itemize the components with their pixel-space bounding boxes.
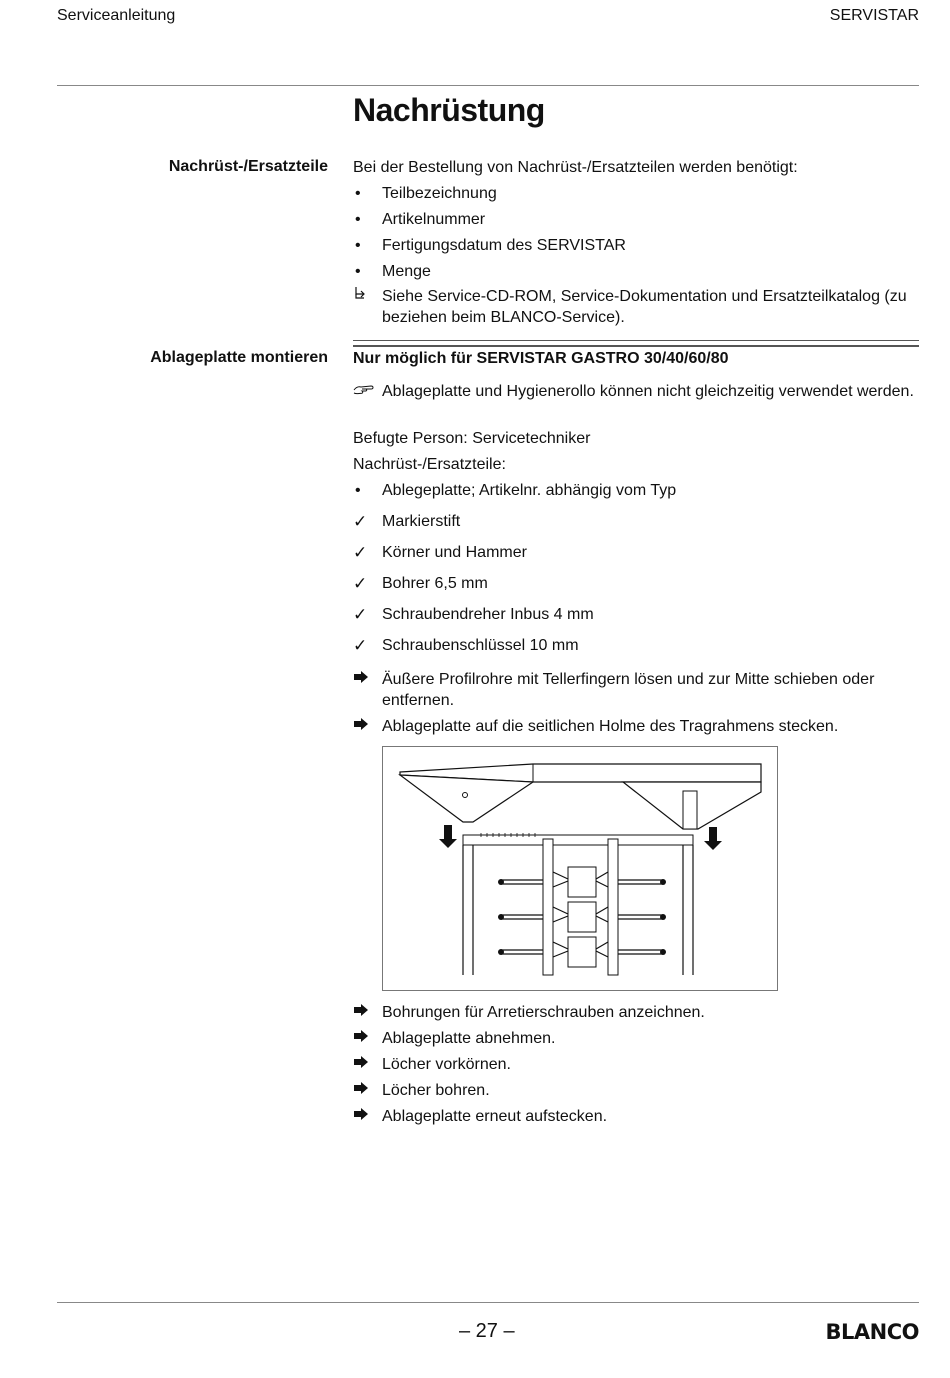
checkmark-icon: ✓	[353, 512, 368, 531]
header-doc-type: Serviceanleitung	[57, 7, 176, 24]
step-item: Löcher vorkörnen.	[353, 1054, 919, 1075]
step-arrow-icon	[353, 669, 375, 690]
pointing-hand-icon	[353, 381, 375, 403]
list-item: • Artikelnummer	[355, 211, 486, 228]
tool-item: ✓ Schraubenschlüssel 10 mm	[353, 636, 579, 655]
tool-item: ✓ Markierstift	[353, 512, 461, 531]
header-product: SERVISTAR	[829, 7, 919, 24]
tool-item: ✓ Körner und Hammer	[353, 543, 527, 562]
brand-logo: BLANCO	[825, 1320, 919, 1344]
reference-note: Siehe Service-CD-ROM, Service-Dokumentation und Ersatzteilkatalog (zu beziehen beim BLANCO-Service).	[353, 286, 919, 328]
step-arrow-icon	[353, 1080, 375, 1101]
checkmark-icon: ✓	[353, 543, 368, 562]
parts-label: Nachrüst-/Ersatzteile:	[353, 456, 506, 473]
section-label-spare-parts: Nachrüst-/Ersatzteile	[168, 158, 328, 175]
hint-note: Ablageplatte und Hygienerollo können nicht gleichzeitig verwendet werden.	[353, 381, 919, 402]
section-divider	[353, 340, 919, 347]
bullet-icon: •	[355, 237, 361, 254]
section-heading: Nur möglich für SERVISTAR GASTRO 30/40/60/80	[353, 350, 729, 367]
step-arrow-icon	[353, 1054, 375, 1075]
list-item: • Fertigungsdatum des SERVISTAR	[355, 237, 626, 254]
spare-parts-intro: Bei der Bestellung von Nachrüst-/Ersatzteilen werden benötigt:	[353, 159, 798, 176]
checkmark-icon: ✓	[353, 574, 368, 593]
checkmark-icon: ✓	[353, 605, 368, 624]
header-rule	[57, 85, 919, 86]
authorized-person: Befugte Person: Servicetechniker	[353, 430, 591, 447]
footer-rule	[57, 1302, 919, 1303]
page-number: – 27 –	[459, 1320, 515, 1342]
tool-item: ✓ Bohrer 6,5 mm	[353, 574, 488, 593]
step-item: Ablageplatte auf die seitlichen Holme des Tragrahmens stecken.	[353, 716, 919, 737]
list-item: • Menge	[355, 263, 431, 280]
step-item: Löcher bohren.	[353, 1080, 919, 1101]
shelf-mounting-illustration	[382, 746, 778, 991]
step-arrow-icon	[353, 1028, 375, 1049]
step-arrow-icon	[353, 716, 375, 737]
tool-item: ✓ Schraubendreher Inbus 4 mm	[353, 605, 594, 624]
step-item: Ablageplatte erneut aufstecken.	[353, 1106, 919, 1127]
bullet-icon: •	[355, 211, 361, 228]
step-item: Ablageplatte abnehmen.	[353, 1028, 919, 1049]
checkmark-icon: ✓	[353, 636, 368, 655]
step-arrow-icon	[353, 1002, 375, 1023]
bullet-icon: •	[355, 185, 361, 202]
bullet-icon: •	[355, 263, 361, 280]
step-item: Äußere Profilrohre mit Tellerfingern lösen und zur Mitte schieben oder entfernen.	[353, 669, 919, 711]
section-label-mount-shelf: Ablageplatte montieren	[150, 349, 328, 366]
step-item: Bohrungen für Arretierschrauben anzeichnen.	[353, 1002, 919, 1023]
bullet-icon: •	[355, 482, 361, 499]
list-item: • Ablegeplatte; Artikelnr. abhängig vom Typ	[355, 482, 677, 499]
page-title: Nachrüstung	[353, 92, 545, 128]
list-item: • Teilbezeichnung	[355, 185, 497, 202]
step-arrow-icon	[353, 1106, 375, 1127]
reference-arrow-icon	[353, 286, 375, 308]
